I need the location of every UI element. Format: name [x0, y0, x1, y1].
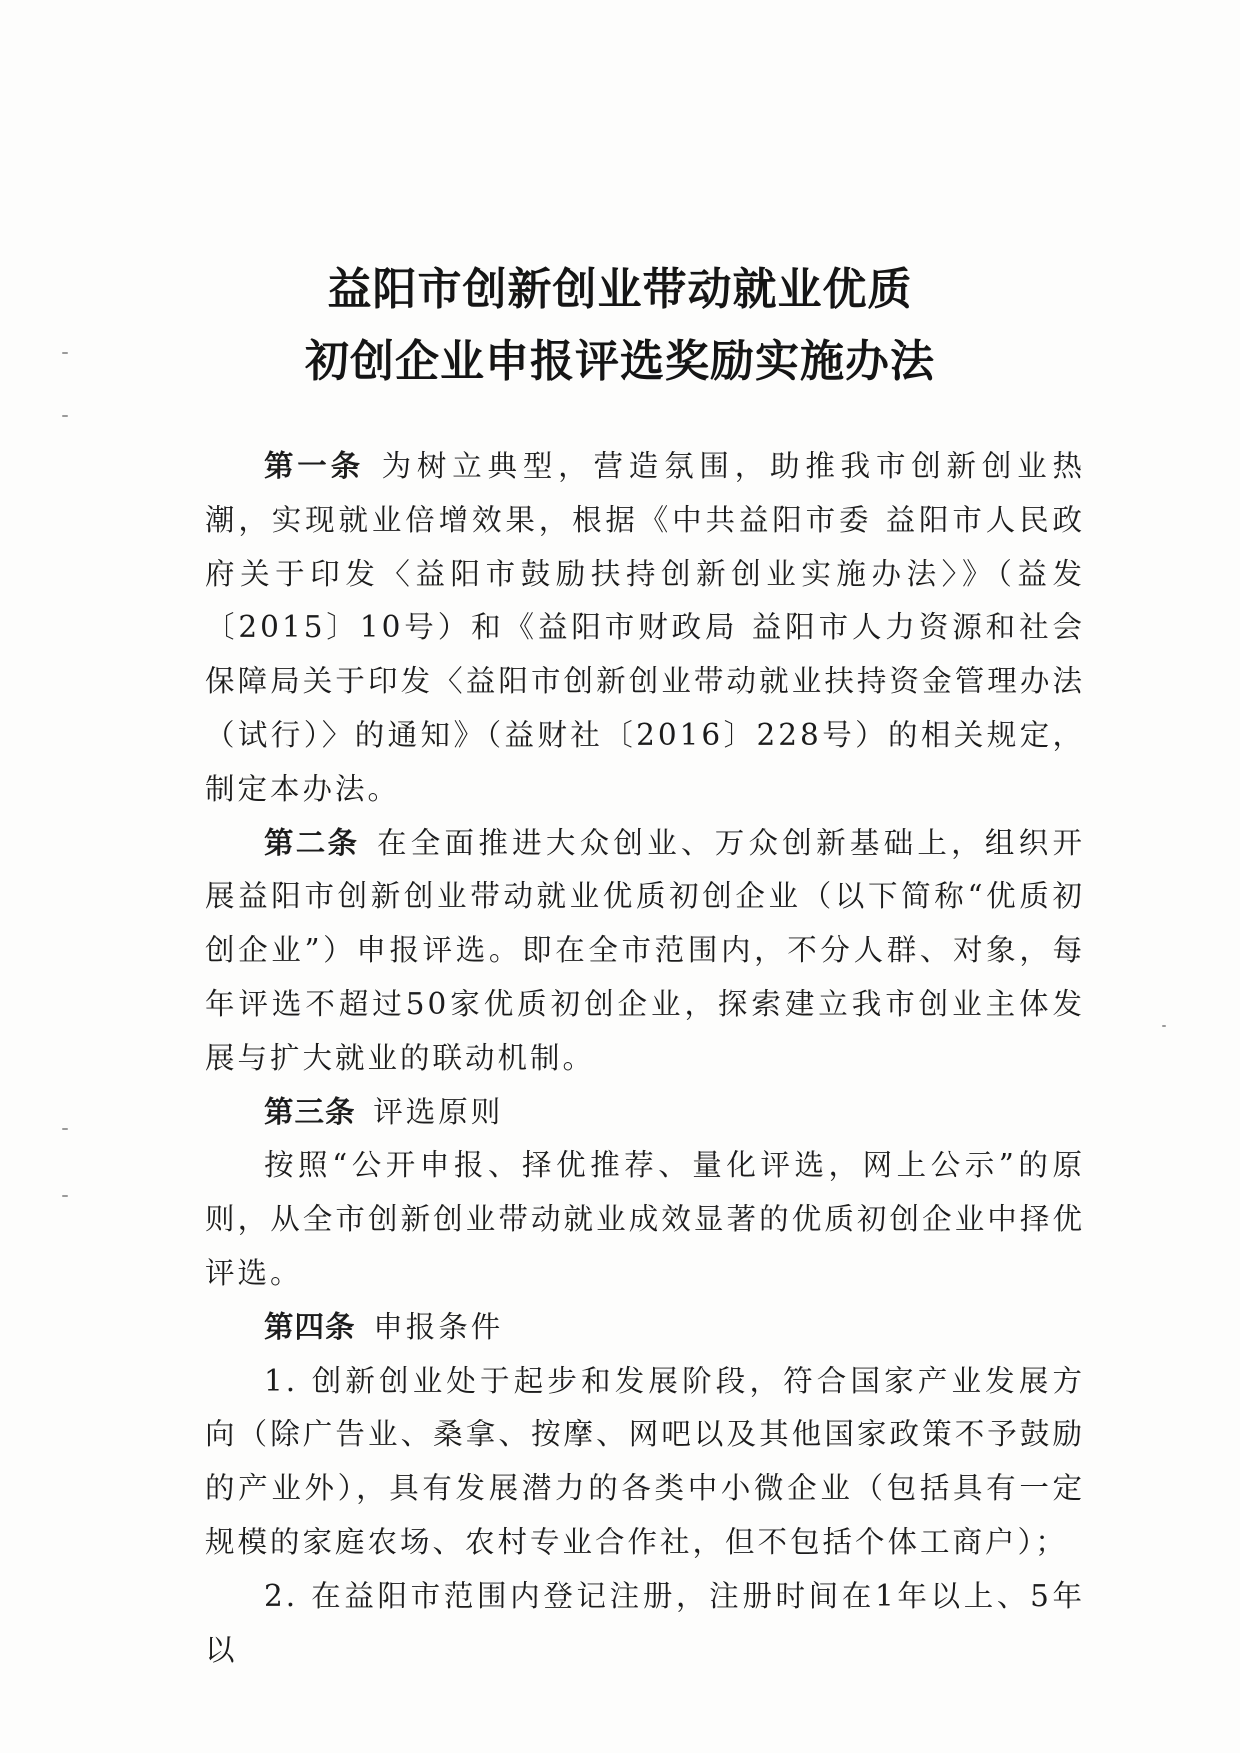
- article-1-label: 第一条: [264, 449, 364, 483]
- scan-speck: [1162, 1025, 1166, 1027]
- scan-speck: [62, 1195, 68, 1197]
- article-4-label: 第四条: [264, 1309, 356, 1344]
- scan-speck: [62, 1128, 68, 1130]
- article-4-item-2: 2. 在益阳市范围内登记注册，注册时间在1年以上、5年以: [205, 1578, 1085, 1667]
- article-2-text: 在全面推进大众创业、万众创新基础上，组织开展益阳市创新创业带动就业优质初创企业（以下简称“优质初创企业”）申报评选。即在全市范围内，不分人群、对象，每年评选不超过50家优质初创企业，探索建立我市创业主体发展与扩大就业的联动机制。: [205, 825, 1085, 1075]
- document-body: [205, 440, 1085, 1677]
- article-4-item-1: 1. 创新创业处于起步和发展阶段，符合国家产业发展方向（除广告业、桑拿、按摩、网吧以及其他国家政策不予鼓励的产业外），具有发展潜力的各类中小微企业（包括具有一定规模的家庭农场、农村专业合作社，但不包括个体工商户）；: [205, 1363, 1085, 1559]
- document-title-line-2: 初创企业申报评选奖励实施办法: [305, 336, 935, 387]
- article-2: [205, 817, 1085, 1086]
- article-1: [205, 440, 1085, 817]
- article-4-heading: [205, 1301, 1085, 1355]
- document-title-line-1: 益阳市创新创业带动就业优质: [327, 264, 913, 315]
- article-3-label: 第三条: [264, 1094, 356, 1129]
- article-3-heading-text: 评选原则: [373, 1094, 504, 1129]
- scan-speck: [62, 352, 68, 354]
- article-1-text: 为树立典型，营造氛围，助推我市创新创业热潮，实现就业倍增效果，根据《中共益阳市委 益阳市人民政府关于印发〈益阳市鼓励扶持创新创业实施办法〉》（益发〔2015〕10号）和《益阳市财政局 益阳市人力资源和社会保障局关于印发〈益阳市创新创业带动就业扶持资金管理办法（试行）〉的通知》（益财社〔2016〕228号）的相关规定，制定本办法。: [205, 449, 1085, 806]
- article-2-label: 第二条: [264, 825, 360, 860]
- article-4-heading-text: 申报条件: [373, 1309, 504, 1344]
- article-3-heading: [205, 1086, 1085, 1140]
- scan-speck: [62, 415, 68, 417]
- article-3-text: 按照“公开申报、择优推荐、量化评选，网上公示”的原则，从全市创新创业带动就业成效显著的优质初创企业中择优评选。: [205, 1148, 1085, 1290]
